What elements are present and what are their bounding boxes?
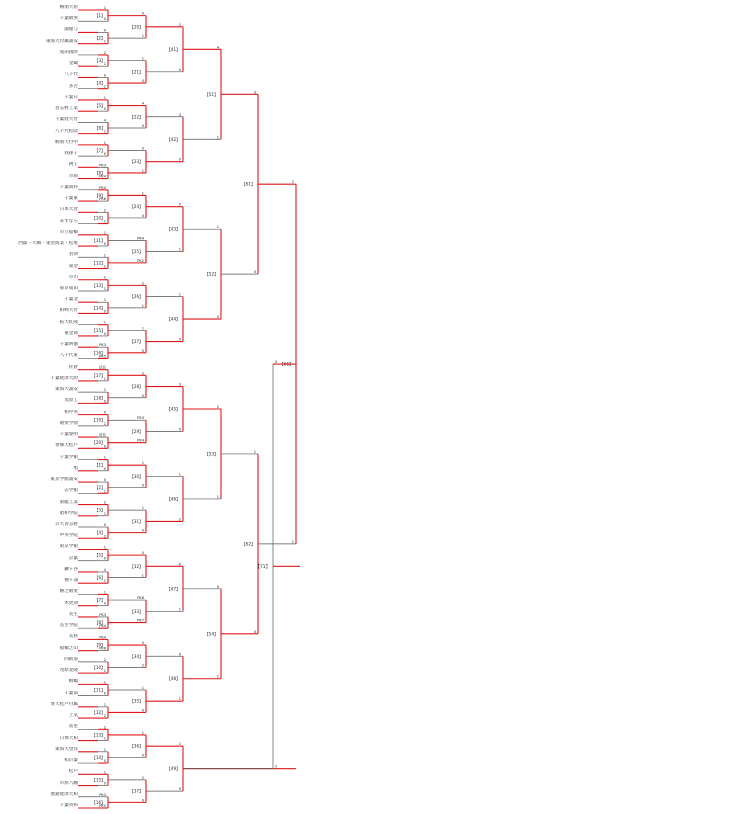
match-number-label: 【31】 xyxy=(129,518,143,524)
match-number-label: 【22】 xyxy=(129,114,143,120)
score-label: 0 xyxy=(141,483,144,488)
match-number-label: 【45】 xyxy=(166,406,180,412)
score-label: 0 xyxy=(141,146,144,151)
team-name: 東海大望洋 xyxy=(55,746,78,752)
match-number-label: 【9】 xyxy=(94,192,105,198)
match-number-label: 【43】 xyxy=(166,226,180,232)
score-label: 1 xyxy=(103,590,106,595)
score-label: 0 xyxy=(103,242,106,247)
match-number-label: 【66】 xyxy=(279,361,293,367)
score-label: 0 xyxy=(216,315,219,320)
team-name: 柏の葉 xyxy=(64,758,78,764)
match-number-label: 【54】 xyxy=(204,631,218,637)
team-name: 四街道 xyxy=(64,656,78,662)
score-label: 1 xyxy=(253,449,256,454)
team-name: 柏中央 xyxy=(64,409,78,415)
score-label: 1 xyxy=(103,320,106,325)
match-number-label: 【35】 xyxy=(129,698,143,704)
match-number-label: 【17】 xyxy=(91,372,105,378)
team-name: 富里 xyxy=(68,724,78,730)
match-number-label: 【28】 xyxy=(129,384,143,390)
team-name: 千葉明徳 xyxy=(59,342,78,348)
team-name: 船橋芝山 xyxy=(59,645,78,651)
match-number-label: 【62】 xyxy=(241,541,255,547)
team-name: 松戸 xyxy=(68,769,78,775)
score-label: PK2 xyxy=(137,258,144,263)
score-label: PK7 xyxy=(137,618,144,623)
team-name: 千葉経大付 xyxy=(55,117,78,123)
match-number-label: 【8】 xyxy=(94,170,105,176)
score-label: 1 xyxy=(178,697,181,702)
match-number-label: 【5】 xyxy=(94,552,105,558)
score-label: 0 xyxy=(178,202,181,207)
team-name: 千葉経済大附 xyxy=(50,375,78,381)
team-name: 長狭 xyxy=(68,634,78,640)
team-name: 君津 xyxy=(68,252,78,258)
score-label: PK3 xyxy=(99,343,106,348)
team-name: 長生 xyxy=(68,611,78,617)
match-number-label: 【3】 xyxy=(94,507,105,513)
score-label: 1 xyxy=(103,286,106,291)
team-name: 西邸・大網・東金商業・松尾 xyxy=(18,241,78,247)
team-name: 千葉南 xyxy=(64,690,78,696)
match-number-label: 【5】 xyxy=(94,103,105,109)
score-label: 0 xyxy=(103,107,106,112)
score-label: 1 xyxy=(103,511,106,516)
score-label: PK4 xyxy=(137,236,144,241)
score-label: 延長 xyxy=(98,365,106,370)
score-label: 1 xyxy=(103,230,106,235)
score-label: 1 xyxy=(178,607,181,612)
score-label: 3 xyxy=(178,112,181,117)
match-number-label: 【9】 xyxy=(94,642,105,648)
team-name: 京葉 xyxy=(68,555,78,561)
score-label: 2 xyxy=(103,84,106,89)
score-label: 0 xyxy=(103,759,106,764)
score-label: 0 xyxy=(141,708,144,713)
match-number-label: 【18】 xyxy=(91,395,105,401)
team-name: 我孫子 xyxy=(64,151,78,157)
match-number-label: 【3】 xyxy=(94,58,105,64)
score-label: 4 xyxy=(103,567,106,572)
team-name: 東京学館 xyxy=(59,544,78,550)
team-name: 柏崎大付 xyxy=(59,308,78,314)
team-name: あすなろ xyxy=(59,218,78,224)
score-label: 2 xyxy=(216,405,219,409)
match-number-label: 【48】 xyxy=(166,676,180,682)
score-label: 1 xyxy=(178,472,181,477)
score-label: 0 xyxy=(178,562,181,567)
team-name: 八千代松陰 xyxy=(55,128,78,134)
score-label: 0 xyxy=(275,360,278,365)
score-label: 0 xyxy=(141,79,144,84)
score-label: PK3 xyxy=(137,416,144,421)
team-name: 千葉日 xyxy=(64,94,78,100)
match-number-label: 【14】 xyxy=(91,754,105,760)
team-name: 茂原工 xyxy=(64,398,78,404)
score-label: PK3 xyxy=(99,792,106,797)
score-label: 0 xyxy=(141,753,144,758)
team-name: 志学館 xyxy=(64,488,78,494)
match-number-label: 【6】 xyxy=(94,575,105,581)
match-number-label: 【36】 xyxy=(129,743,143,749)
score-label: 2 xyxy=(103,500,106,505)
match-number-label: 【1】 xyxy=(94,462,105,468)
score-label: 1 xyxy=(103,140,106,145)
match-number-label: 【53】 xyxy=(204,451,218,457)
team-name: 木更津 xyxy=(64,600,78,606)
team-name: 流通経済大柏 xyxy=(50,791,78,797)
score-label: 1 xyxy=(178,247,181,252)
score-label: 1 xyxy=(103,680,106,685)
score-label: 0 xyxy=(103,152,106,157)
match-number-label: 【34】 xyxy=(129,653,143,659)
score-label: 1 xyxy=(141,685,144,690)
score-label: 0 xyxy=(253,270,256,275)
match-number-label: 【4】 xyxy=(94,80,105,86)
match-number-label: 【27】 xyxy=(129,339,143,345)
score-label: 2 xyxy=(103,50,106,55)
score-label: 0 xyxy=(103,444,106,449)
match-number-label: 【44】 xyxy=(166,316,180,322)
team-name: 昭和学院 xyxy=(59,510,78,516)
team-name: 市川 xyxy=(68,274,78,280)
match-number-label: 【11】 xyxy=(91,687,105,693)
score-label: PK3 xyxy=(99,612,106,617)
score-label: PK4 xyxy=(99,185,106,190)
score-label: 0 xyxy=(103,691,106,696)
team-name: 土気 xyxy=(68,713,78,719)
score-label: 0 xyxy=(141,348,144,353)
score-label: 0 xyxy=(178,157,181,162)
match-number-label: 【37】 xyxy=(129,788,143,794)
team-name: 敬愛学園 xyxy=(59,420,78,426)
score-label: 0 xyxy=(103,309,106,314)
score-label: 2 xyxy=(103,208,106,213)
score-label: 0 xyxy=(141,551,144,556)
match-number-label: 【10】 xyxy=(91,215,105,221)
match-number-label: 【11】 xyxy=(91,237,105,243)
score-label: 2 xyxy=(103,657,106,662)
score-label: 0 xyxy=(103,331,106,336)
match-number-label: 【12】 xyxy=(91,260,105,266)
score-label: 1 xyxy=(216,225,219,230)
score-label: 2 xyxy=(103,534,106,539)
score-label: PK3 xyxy=(99,163,106,168)
match-number-label: 【12】 xyxy=(91,709,105,715)
score-label: 0 xyxy=(178,787,181,792)
team-name: 日本大習 xyxy=(59,207,78,213)
score-label: 1 xyxy=(103,6,106,10)
score-label: 1 xyxy=(141,303,144,308)
score-label: 1 xyxy=(141,34,144,39)
score-label: 0 xyxy=(178,337,181,342)
score-label: 1 xyxy=(103,579,106,584)
score-label: PK4 xyxy=(99,624,106,629)
team-name: 東総工業 xyxy=(59,499,78,505)
score-label: 1 xyxy=(141,168,144,173)
match-number-label: 【2】 xyxy=(94,485,105,491)
team-name: 専大松戸付属 xyxy=(50,701,78,707)
team-name: 千葉東 xyxy=(64,196,78,202)
score-label: PK4 xyxy=(99,174,106,179)
score-label: 1 xyxy=(103,489,106,494)
team-name: 八千代東 xyxy=(59,353,78,359)
score-label: 2 xyxy=(291,180,294,185)
score-label: 2 xyxy=(141,281,144,286)
score-label: 1 xyxy=(103,376,106,381)
score-label: 2 xyxy=(141,371,144,376)
score-label: 0 xyxy=(141,11,144,16)
match-number-label: 【24】 xyxy=(129,204,143,210)
score-label: 0 xyxy=(141,393,144,398)
score-label: 1 xyxy=(216,494,219,499)
score-label: 0 xyxy=(141,213,144,218)
match-number-label: 【46】 xyxy=(166,496,180,502)
score-label: 1 xyxy=(103,219,106,224)
score-label: 1 xyxy=(103,455,106,460)
score-label: 0 xyxy=(141,798,144,803)
match-number-label: 【26】 xyxy=(129,294,143,300)
score-label: 0 xyxy=(103,556,106,561)
score-label: 4 xyxy=(216,45,219,50)
match-number-label: 【61】 xyxy=(241,181,255,187)
match-number-label: 【25】 xyxy=(129,249,143,255)
score-label: 2 xyxy=(141,663,144,668)
score-label: PK4 xyxy=(137,438,144,443)
score-label: 2 xyxy=(103,264,106,269)
score-label: 1 xyxy=(103,421,106,426)
match-number-label: 【42】 xyxy=(166,136,180,142)
match-number-label: 【8】 xyxy=(94,620,105,626)
score-label: 1 xyxy=(178,292,181,297)
match-number-label: 【16】 xyxy=(91,350,105,356)
team-name: 千葉北 xyxy=(64,297,78,303)
score-label: 1 xyxy=(291,539,294,544)
match-number-label: 【21】 xyxy=(129,69,143,75)
team-name: 千葉学館 xyxy=(59,454,78,460)
team-name: 習志野工業 xyxy=(55,106,78,112)
score-label: PK6 xyxy=(99,197,106,202)
team-name: 東京学館浦安 xyxy=(50,477,78,483)
score-label: 2 xyxy=(178,22,181,27)
team-name: 千葉黎明 xyxy=(59,432,78,438)
match-number-label: 【16】 xyxy=(91,799,105,805)
team-name: 八千代 xyxy=(64,72,78,78)
match-number-label: 【19】 xyxy=(91,417,105,423)
team-name: 東海大浦安 xyxy=(55,387,78,393)
score-label: 2 xyxy=(275,764,278,769)
score-label: PK4 xyxy=(99,635,106,640)
team-name: 佐倉 xyxy=(68,364,78,370)
team-name: 東金 xyxy=(68,263,78,269)
score-label: 3 xyxy=(253,90,256,95)
team-name: 袖ヶ浦 xyxy=(64,578,78,584)
score-label: PK5 xyxy=(99,804,106,808)
match-number-label: 【7】 xyxy=(94,597,105,603)
score-label: 1 xyxy=(141,506,144,511)
team-name: 犢橋 xyxy=(68,679,78,685)
score-label: PK8 xyxy=(137,596,144,601)
score-label: 2 xyxy=(103,388,106,393)
team-name: 鎌ヶ谷 xyxy=(64,566,78,572)
score-label: PK6 xyxy=(99,646,106,651)
team-name: 桐朋大付中 xyxy=(55,139,78,145)
score-label: 1 xyxy=(103,545,106,550)
match-number-label: 【30】 xyxy=(129,473,143,479)
score-label: 0 xyxy=(103,28,106,33)
team-name: 桐朋大希 xyxy=(59,5,78,10)
match-number-label: 【20】 xyxy=(91,440,105,446)
score-label: 1 xyxy=(103,702,106,707)
score-label: 0 xyxy=(141,641,144,646)
score-label: 2 xyxy=(216,674,219,679)
score-label: 0 xyxy=(103,73,106,78)
score-label: 0 xyxy=(103,17,106,22)
match-number-label: 【4】 xyxy=(94,530,105,536)
score-label: 1 xyxy=(141,461,144,466)
final-match-label: 【71】 xyxy=(255,564,270,570)
score-label: 1 xyxy=(103,95,106,100)
score-label: 0 xyxy=(103,410,106,415)
team-name: 多古 xyxy=(68,83,78,89)
team-name: 銚子 xyxy=(68,162,78,168)
team-name: 旭 xyxy=(73,465,78,471)
score-label: 1 xyxy=(103,736,106,741)
team-name: 日体大柏 xyxy=(59,735,78,741)
match-number-label: 【15】 xyxy=(91,777,105,783)
team-name: 茂原北陵 xyxy=(59,668,78,674)
score-label: 3 xyxy=(178,382,181,387)
score-label: 2 xyxy=(103,725,106,730)
score-label: 1 xyxy=(141,573,144,578)
match-number-label: 【13】 xyxy=(91,282,105,288)
score-label: 0 xyxy=(141,124,144,129)
team-name: 成田国際 xyxy=(59,49,78,55)
score-label: 1 xyxy=(141,326,144,331)
score-label: 1 xyxy=(103,39,106,44)
score-label: 0 xyxy=(141,528,144,533)
team-name: 千葉敬愛 xyxy=(59,16,78,22)
team-name: 千葉商科 xyxy=(59,184,78,190)
score-label: 4 xyxy=(103,118,106,123)
team-name: 市立船橋 xyxy=(59,229,78,235)
match-number-label: 【20】 xyxy=(129,24,143,30)
score-label: 延長 xyxy=(98,433,106,438)
score-label: 1 xyxy=(141,56,144,61)
score-label: 1 xyxy=(103,253,106,258)
match-number-label: 【23】 xyxy=(129,159,143,165)
match-number-label: 【51】 xyxy=(204,91,218,97)
score-label: 1 xyxy=(103,62,106,67)
match-number-label: 【13】 xyxy=(91,732,105,738)
score-label: 0 xyxy=(178,652,181,657)
score-label: 2 xyxy=(178,517,181,522)
score-label: 1 xyxy=(103,298,106,303)
score-label: 1 xyxy=(103,770,106,775)
score-label: 0 xyxy=(216,584,219,589)
match-number-label: 【49】 xyxy=(166,766,180,772)
match-number-label: 【29】 xyxy=(129,428,143,434)
match-number-label: 【2】 xyxy=(94,35,105,41)
team-name: 淑徳与 xyxy=(64,27,78,33)
match-number-label: 【52】 xyxy=(204,271,218,277)
match-number-label: 【6】 xyxy=(94,125,105,131)
match-number-label: 【15】 xyxy=(91,327,105,333)
team-name: 中央学院 xyxy=(59,533,78,539)
match-number-label: 【14】 xyxy=(91,305,105,311)
match-number-label: 【7】 xyxy=(94,147,105,153)
team-name: 市原八幡 xyxy=(59,780,78,786)
team-name: 日大習志野 xyxy=(55,522,78,527)
score-label: 1 xyxy=(216,135,219,140)
match-number-label: 【33】 xyxy=(129,608,143,614)
score-label: 0 xyxy=(178,427,181,432)
team-name: 東京成田 xyxy=(59,285,78,291)
score-label: PK5 xyxy=(99,354,106,359)
team-name: 東金商 xyxy=(64,330,78,336)
score-label: 0 xyxy=(103,523,106,528)
match-number-label: 【1】 xyxy=(94,13,105,19)
score-label: 0 xyxy=(103,601,106,606)
team-name: 横芝敬愛 xyxy=(59,589,78,595)
team-name: 東海大付属浦安 xyxy=(45,38,78,44)
score-label: 0 xyxy=(178,67,181,72)
score-label: 1 xyxy=(141,191,144,196)
team-name: 千葉英和 xyxy=(59,803,78,808)
score-label: 1 xyxy=(103,747,106,752)
match-number-label: 【41】 xyxy=(166,46,180,52)
team-name: 金蔵 xyxy=(68,61,78,67)
score-label: 2 xyxy=(141,775,144,780)
score-label: 0 xyxy=(103,478,106,483)
score-label: 0 xyxy=(103,466,106,471)
team-name: 市原 xyxy=(68,173,78,179)
match-number-label: 【10】 xyxy=(91,665,105,671)
score-label: 0 xyxy=(103,781,106,786)
score-label: 0 xyxy=(103,399,106,404)
score-label: 0 xyxy=(253,629,256,634)
team-name: 専修大松戸 xyxy=(55,443,78,449)
score-label: 1 xyxy=(103,669,106,674)
team-name: 拓大紅陵 xyxy=(59,319,78,325)
team-name: 長生学院 xyxy=(59,623,78,629)
score-label: 2 xyxy=(103,714,106,719)
score-label: 1 xyxy=(178,742,181,747)
score-label: 1 xyxy=(141,730,144,735)
match-number-label: 【32】 xyxy=(129,563,143,569)
score-label: 2 xyxy=(103,275,106,280)
match-number-label: 【47】 xyxy=(166,586,180,592)
score-label: 1 xyxy=(103,129,106,134)
score-label: 4 xyxy=(141,101,144,106)
